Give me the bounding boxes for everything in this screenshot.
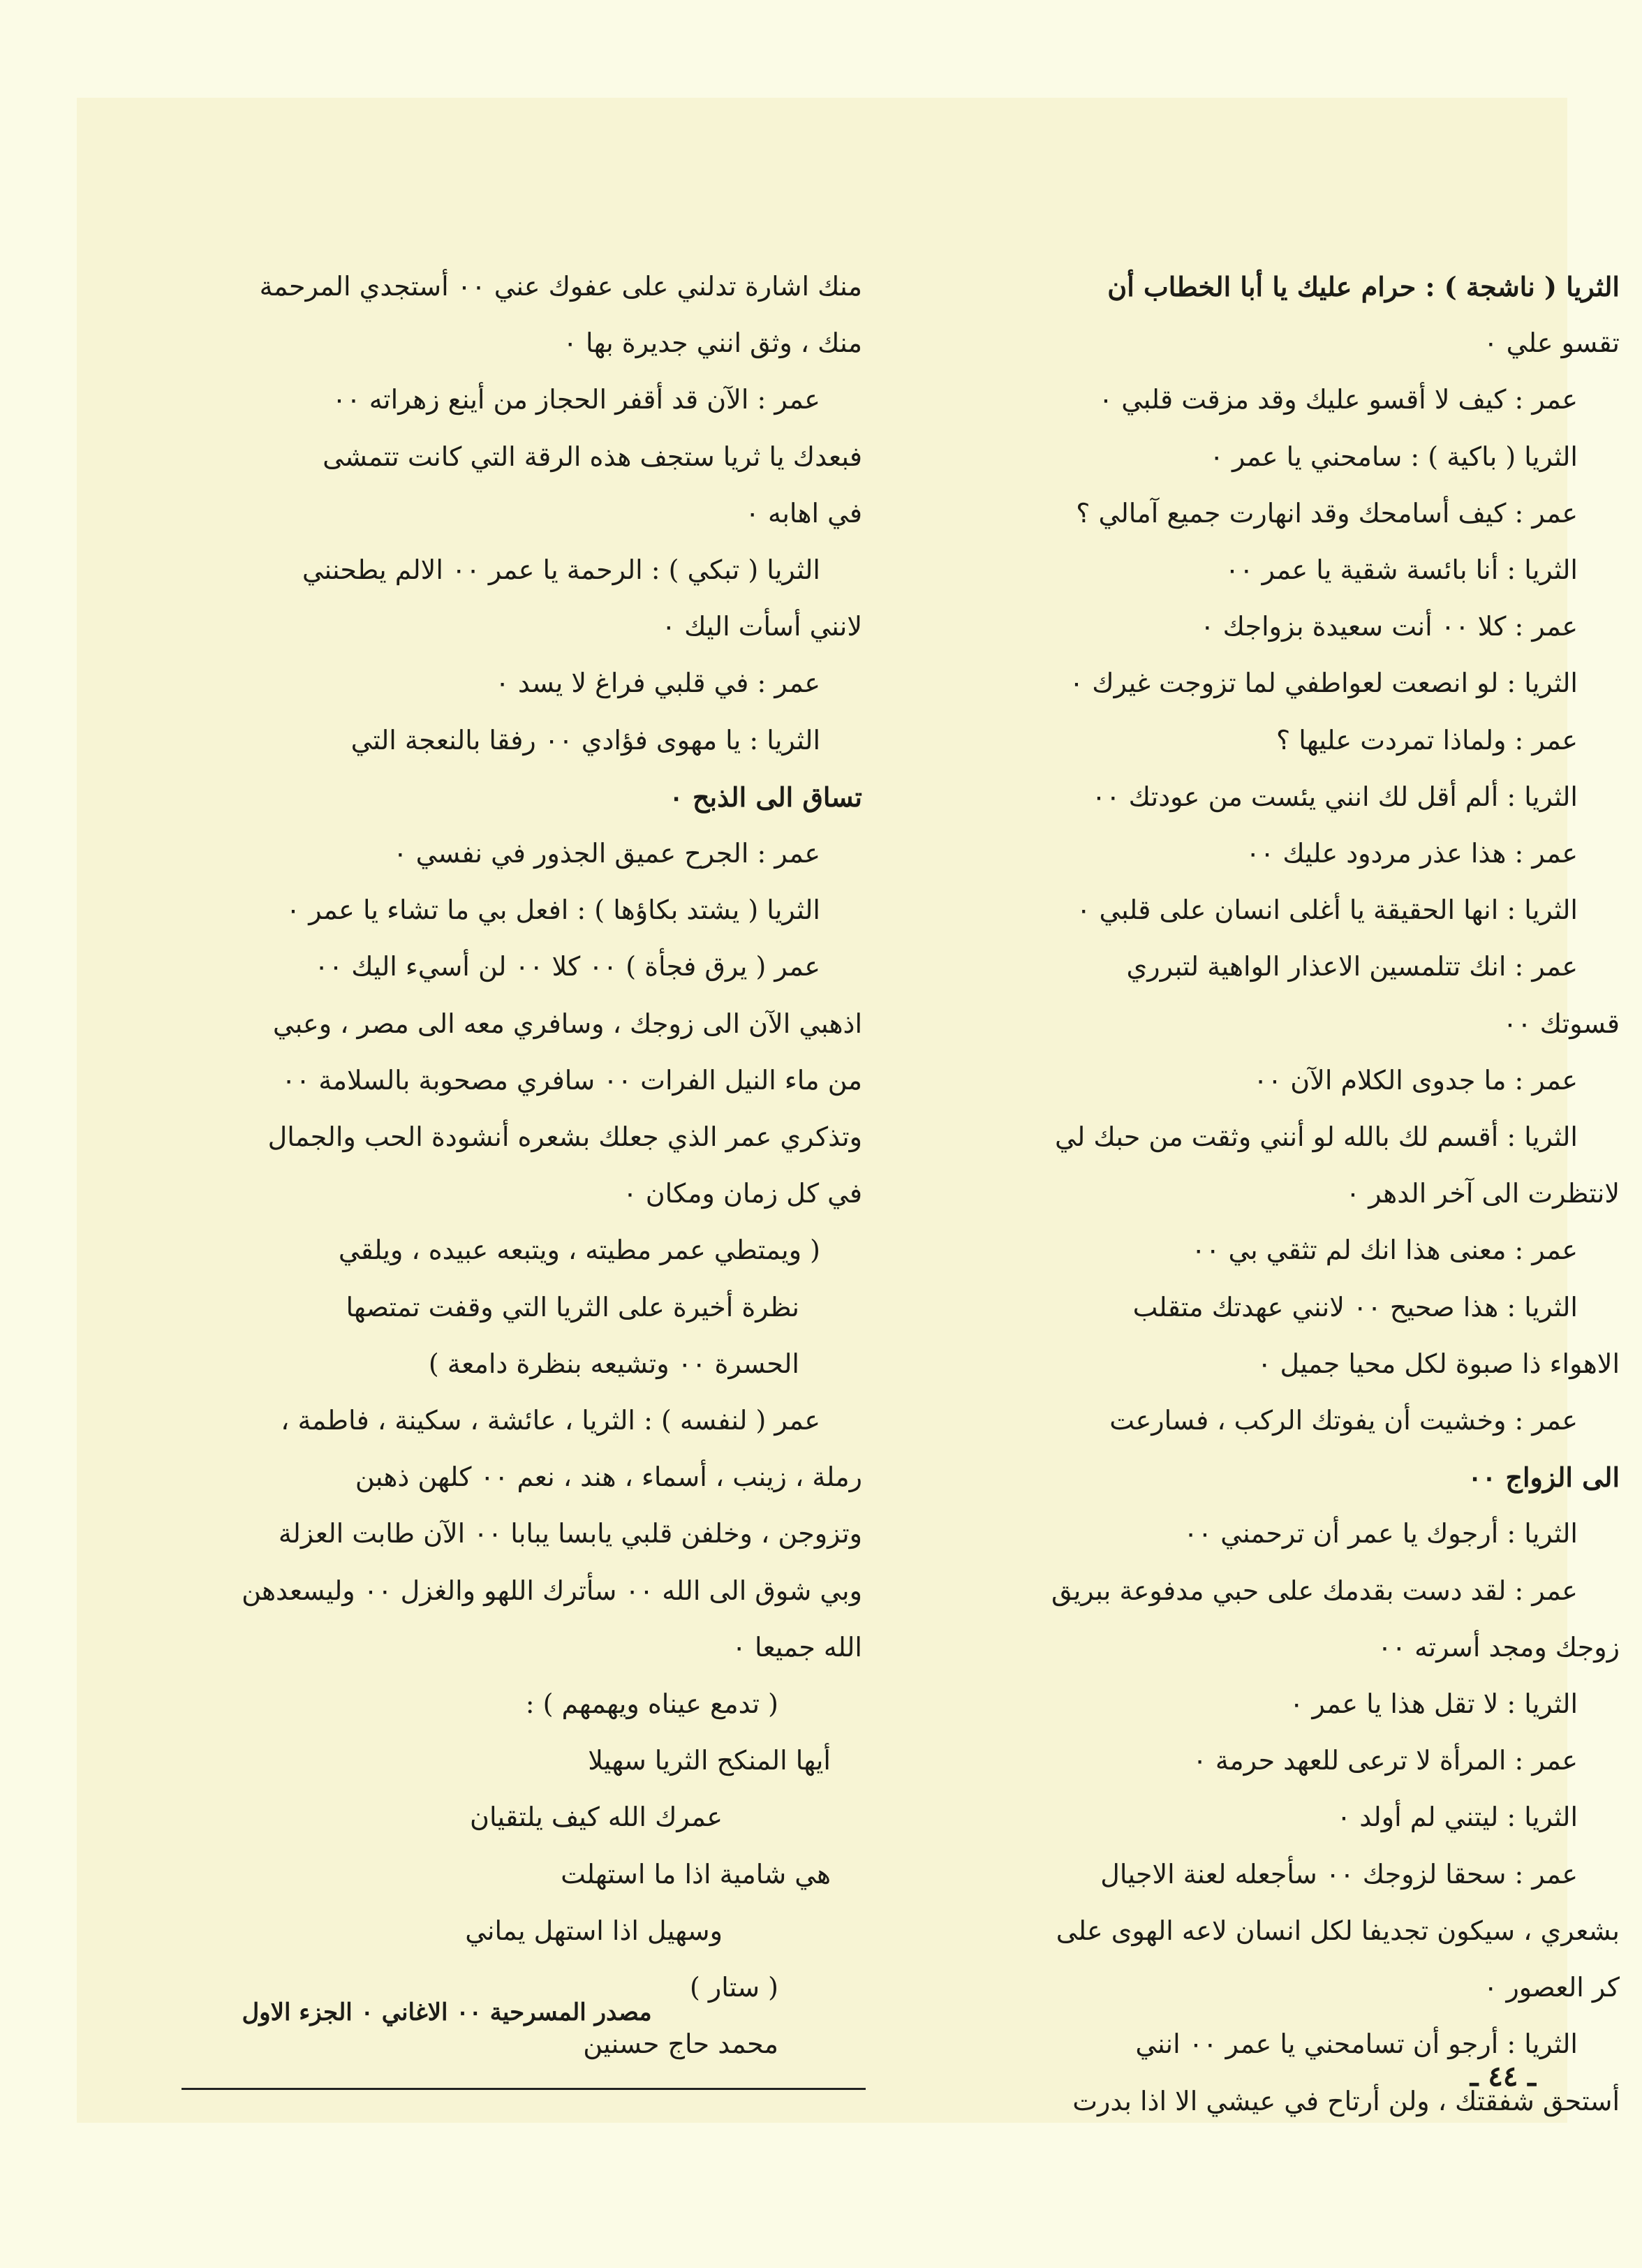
dialogue-line: فبعدك يا ثريا ستجف هذه الرقة التي كانت تتمشى: [323, 441, 862, 472]
dialogue-line: الثريا : لو انصعت لعواطفي لما تزوجت غيرك ٠: [1069, 668, 1578, 699]
page-sheet: [77, 98, 1620, 2123]
dialogue-line: الثريا : لا تقل هذا يا عمر ٠: [1289, 1688, 1578, 1720]
right-text-column: [932, 258, 1620, 2130]
dialogue-line: منك ، وثق انني جديرة بها ٠: [563, 327, 862, 359]
dialogue-line: منك اشارة تدلني على عفوك عني ٠٠ أستجدي المرحمة: [259, 271, 862, 302]
dialogue-line: الله جميعا ٠: [732, 1631, 862, 1663]
dialogue-line: زوجك ومجد أسرته ٠٠: [1377, 1631, 1620, 1663]
dialogue-line: الثريا : أرجو أن تسامحني يا عمر ٠٠ انني: [1135, 2028, 1578, 2060]
poem-verse: هي شامية اذا ما استهلت: [561, 1858, 831, 1890]
dialogue-line: الثريا : هذا صحيح ٠٠ لانني عهدتك متقلب: [1132, 1291, 1578, 1323]
dialogue-line: تقسو علي ٠: [1484, 327, 1620, 359]
dialogue-line: عمر : هذا عذر مردود عليك ٠٠: [1245, 838, 1578, 869]
dialogue-line: بشعري ، سيكون تجديفا لكل انسان لاعه الهوى على: [1056, 1915, 1620, 1946]
dialogue-line: الثريا : أنا بائسة شقية يا عمر ٠٠: [1225, 554, 1578, 586]
dialogue-line: وبي شوق الى الله ٠٠ سأترك اللهو والغزل ٠٠ وليسعدهن: [242, 1575, 862, 1606]
dialogue-line: الثريا : ليتني لم أولد ٠: [1336, 1802, 1578, 1833]
dialogue-line: الثريا ( باكية ) : سامحني يا عمر ٠: [1209, 441, 1578, 472]
dialogue-line: الثريا : أرجوك يا عمر أن ترحمني ٠٠: [1183, 1518, 1578, 1549]
poem-verse: أيها المنكح الثريا سهيلا: [588, 1745, 831, 1776]
dialogue-line: كر العصور ٠: [1483, 1972, 1620, 2003]
dialogue-line: عمر : سحقا لزوجك ٠٠ سأجعله لعنة الاجيال: [1100, 1858, 1578, 1890]
footnote-divider: [182, 2088, 866, 2090]
stage-direction: نظرة أخيرة على الثريا التي وقفت تمتصها: [346, 1291, 799, 1323]
stage-direction: ( ستار ): [689, 1972, 778, 2003]
dialogue-line: أستحق شفقتك ، ولن أرتاح في عيشي الا اذا بدرت: [1072, 2085, 1620, 2116]
dialogue-line: عمر : لقد دست بقدمك على حبي مدفوعة ببريق: [1051, 1575, 1578, 1606]
left-text-column: [182, 258, 862, 2073]
dialogue-line: عمر : في قلبي فراغ لا يسد ٠: [495, 668, 820, 699]
dialogue-line: من ماء النيل الفرات ٠٠ سافري مصحوبة بالسلامة ٠٠: [281, 1064, 862, 1096]
dialogue-line: عمر : معنى هذا انك لم تثقي بي ٠٠: [1191, 1235, 1578, 1266]
dialogue-line: عمر : الآن قد أقفر الحجاز من أينع زهراته ٠٠: [332, 384, 820, 415]
dialogue-line: وتذكري عمر الذي جعلك بشعره أنشودة الحب والجمال: [267, 1121, 862, 1153]
poem-verse: وسهيل اذا استهل يماني: [465, 1915, 723, 1946]
dialogue-line: في اهابه ٠: [745, 497, 862, 529]
dialogue-line: الثريا : ألم أقل لك انني يئست من عودتك ٠٠: [1091, 781, 1578, 812]
stage-direction: الحسرة ٠٠ وتشيعه بنظرة دامعة ): [428, 1348, 799, 1379]
dialogue-line: الثريا ( ناشجة ) : حرام عليك يا أبا الخطاب أن: [1107, 271, 1620, 302]
dialogue-line: عمر : كلا ٠٠ أنت سعيدة بزواجك ٠: [1200, 611, 1578, 642]
dialogue-line: عمر : الجرح عميق الجذور في نفسي ٠: [393, 838, 820, 869]
dialogue-line: تساق الى الذبح ٠: [669, 781, 862, 813]
source-note: مصدر المسرحية ٠٠ الاغاني ٠ الجزء الاول: [242, 1998, 652, 2026]
dialogue-line: الثريا ( تبكي ) : الرحمة يا عمر ٠٠ الالم يطحنني: [302, 554, 820, 586]
author-name: محمد حاج حسنين: [583, 2028, 778, 2060]
poem-verse: عمرك الله كيف يلتقيان: [470, 1802, 723, 1833]
dialogue-line: الاهواء ذا صبوة لكل محيا جميل ٠: [1257, 1348, 1620, 1379]
dialogue-line: عمر : كيف لا أقسو عليك وقد مزقت قلبي ٠: [1098, 384, 1578, 415]
dialogue-line: عمر ( يرق فجأة ) ٠٠ كلا ٠٠ لن أسيء اليك ٠٠: [314, 951, 820, 982]
dialogue-line: عمر : المرأة لا ترعى للعهد حرمة ٠: [1192, 1745, 1578, 1776]
dialogue-line: الى الزواج ٠٠: [1467, 1461, 1620, 1494]
dialogue-line: عمر ( لنفسه ) : الثريا ، عائشة ، سكينة ، فاطمة ،: [281, 1405, 820, 1436]
dialogue-line: رملة ، زينب ، أسماء ، هند ، نعم ٠٠ كلهن ذهبن: [355, 1461, 862, 1493]
dialogue-line: قسوتك ٠٠: [1502, 1008, 1620, 1039]
dialogue-line: عمر : ولماذا تمردت عليها ؟: [1276, 724, 1578, 756]
page-number: ـ ٤٤ ـ: [1470, 2060, 1536, 2093]
dialogue-line: لانتظرت الى آخر الدهر ٠: [1345, 1178, 1620, 1209]
dialogue-line: اذهبي الآن الى زوجك ، وسافري معه الى مصر ، وعبي: [272, 1008, 862, 1039]
dialogue-line: الثريا : يا مهوى فؤادي ٠٠ رفقا بالنعجة التي: [350, 724, 820, 756]
dialogue-line: لانني أسأت اليك ٠: [661, 611, 862, 642]
dialogue-line: الثريا ( يشتد بكاؤها ) : افعل بي ما تشاء يا عمر ٠: [286, 894, 820, 926]
dialogue-line: الثريا : انها الحقيقة يا أغلى انسان على قلبي ٠: [1076, 894, 1578, 926]
stage-direction: ( تدمع عيناه ويهمهم ) :: [525, 1688, 778, 1720]
dialogue-line: عمر : ما جدوى الكلام الآن ٠٠: [1253, 1064, 1578, 1096]
dialogue-line: الثريا : أقسم لك بالله لو أنني وثقت من حبك لي: [1055, 1121, 1578, 1153]
dialogue-line: وتزوجن ، وخلفن قلبي يابسا يبابا ٠٠ الآن طابت العزلة: [278, 1518, 862, 1549]
dialogue-line: عمر : انك تتلمسين الاعذار الواهية لتبرري: [1126, 951, 1578, 982]
dialogue-line: في كل زمان ومكان ٠: [623, 1178, 862, 1209]
dialogue-line: عمر : كيف أسامحك وقد انهارت جميع آمالي ؟: [1076, 497, 1578, 529]
stage-direction: ( ويمتطي عمر مطيته ، ويتبعه عبيده ، ويلقي: [338, 1235, 820, 1266]
dialogue-line: عمر : وخشيت أن يفوتك الركب ، فسارعت: [1109, 1405, 1578, 1436]
